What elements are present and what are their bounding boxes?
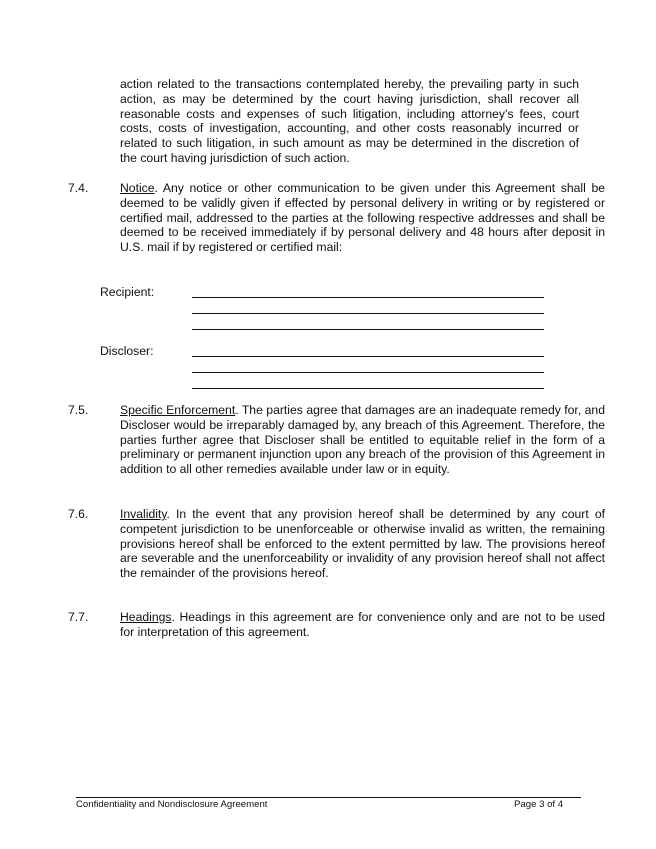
section-7-7 (68, 610, 605, 640)
section-heading: Notice (120, 181, 155, 195)
discloser-address-line[interactable] (192, 388, 544, 389)
footer-document-title: Confidentiality and Nondisclosure Agreement (76, 799, 268, 810)
section-text: . The parties agree that damages are an inadequate remedy for, and Discloser would be irreparably damaged by, any breach of this Agreement. Therefore, the parties further agree that Discloser shall be entitled to equitable relief in the form of a preliminary or permanent injunction upon any breach of the provision of this Agreement in addition to all other remedies available under law or in equity. (120, 403, 605, 477)
recipient-address-line[interactable] (192, 313, 544, 314)
discloser-address-line[interactable] (192, 372, 544, 373)
recipient-address-line[interactable] (192, 297, 544, 298)
section-number: 7.4. (68, 181, 89, 195)
section-number: 7.7. (68, 610, 89, 624)
footer-page-number: Page 3 of 4 (514, 799, 564, 810)
discloser-address-line[interactable] (192, 356, 544, 357)
footer-divider (76, 797, 581, 798)
section-7-5 (68, 403, 605, 477)
section-heading: Specific Enforcement (120, 403, 236, 417)
section-7-4 (68, 181, 605, 255)
section-heading: Invalidity (120, 507, 167, 521)
section-number: 7.5. (68, 403, 89, 417)
recipient-label: Recipient: (100, 285, 155, 299)
continuation-paragraph: action related to the transactions contemplated hereby, the prevailing party in such action, as may be determined by the court having jurisdiction, shall recover all reasonable costs and expenses of such litigation, including attorney’s fees, court costs, costs of investigation, accounting, and other costs reasonably incurred or related to such litigation, in such amount as may be determined in the discretion of the court having jurisdiction of such action. (120, 77, 579, 165)
section-7-6 (68, 507, 605, 581)
discloser-label: Discloser: (100, 344, 154, 358)
recipient-address-line[interactable] (192, 329, 544, 330)
section-text: . Any notice or other communication to be given under this Agreement shall be deemed to be validly given if effected by personal delivery in writing or by registered or certified mail, addressed to the parties at the following respective addresses and shall be deemed to be received immediately if by personal delivery and 48 hours after deposit in U.S. mail if by registered or certified mail: (120, 181, 605, 255)
section-heading: Headings (120, 610, 172, 624)
section-number: 7.6. (68, 507, 89, 521)
section-text: . In the event that any provision hereof shall be determined by any court of competent jurisdiction to be unenforceable or otherwise invalid as written, the remaining provisions hereof shall be enforced to the extent permitted by law. The provisions hereof are severable and the unenforceability or invalidity of any provision hereof shall not affect the remainder of the provisions hereof. (120, 507, 605, 581)
section-text: . Headings in this agreement are for convenience only and are not to be used for interpretation of this agreement. (120, 610, 605, 639)
